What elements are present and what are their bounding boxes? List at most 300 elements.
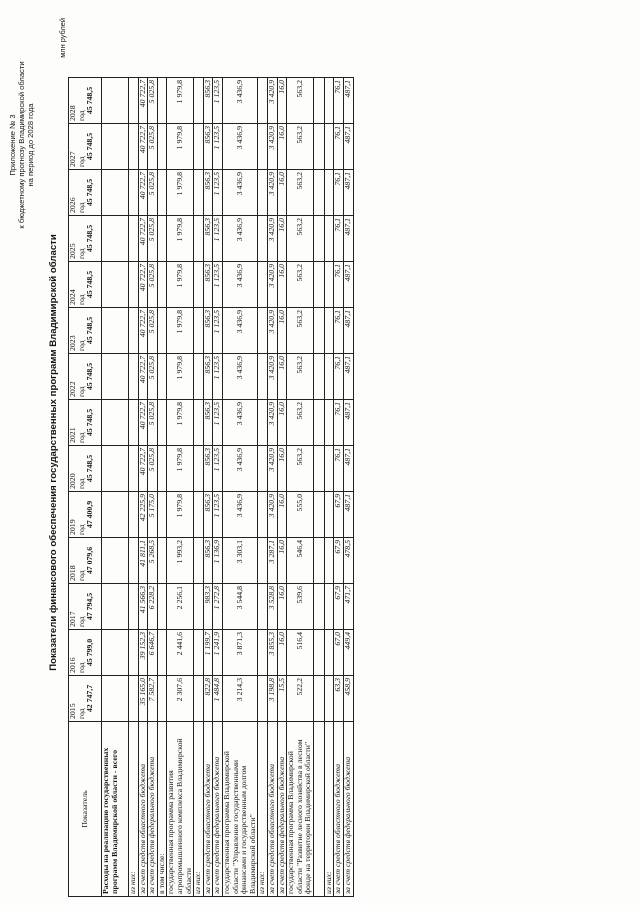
value-cell: 487,1 (344, 124, 354, 170)
value-cell: 40 722,7 (138, 124, 148, 170)
year-suffix: год (76, 248, 86, 259)
value-cell (102, 492, 129, 538)
table-row (287, 78, 314, 897)
value-cell: 5 025,8 (148, 124, 158, 170)
year-suffix: год (76, 708, 86, 719)
value-cell: 3 436,9 (222, 308, 257, 354)
year-total: 45 748,5 (85, 454, 95, 483)
value-cell: 856,3 (203, 400, 213, 446)
row-label: из них: (129, 722, 139, 897)
value-cell: 39 152,3 (138, 630, 148, 676)
value-cell (157, 584, 167, 630)
year-total: 47 400,9 (85, 500, 95, 529)
value-cell: 563,2 (287, 170, 314, 216)
value-cell: 67,0 (334, 630, 344, 676)
financing-table (68, 77, 354, 897)
value-cell: 563,2 (287, 78, 314, 124)
year-total: 45 748,5 (85, 132, 95, 161)
value-cell (258, 584, 268, 630)
year-header (69, 538, 102, 584)
value-cell (102, 124, 129, 170)
value-cell (102, 446, 129, 492)
value-cell: 40 722,7 (138, 400, 148, 446)
value-cell (157, 676, 167, 722)
value-cell (129, 446, 139, 492)
value-cell (258, 676, 268, 722)
value-cell (313, 538, 324, 584)
row-label: за счет средств областного бюджета (267, 722, 277, 897)
value-cell: 5 025,8 (148, 170, 158, 216)
value-cell: 1 136,9 (213, 538, 223, 584)
table-row (258, 78, 268, 897)
value-cell (129, 354, 139, 400)
table-row (148, 78, 158, 897)
value-cell: 1 979,8 (167, 308, 194, 354)
value-cell: 487,1 (344, 216, 354, 262)
year-suffix: год (76, 432, 86, 443)
value-cell (102, 354, 129, 400)
value-cell: 1 979,8 (167, 354, 194, 400)
value-cell (157, 538, 167, 584)
year-total: 47 794,5 (85, 592, 95, 621)
row-label: за счет средств федерального бюджета (148, 722, 158, 897)
value-cell (258, 262, 268, 308)
value-cell: 16,0 (277, 308, 287, 354)
document-title: Показатели финансового обеспечения государственных программ Владимирской области (48, 234, 59, 671)
year-label: 2015 (68, 703, 77, 719)
value-cell: 67,9 (334, 584, 344, 630)
value-cell: 856,3 (203, 354, 213, 400)
value-cell (129, 308, 139, 354)
value-cell: 3 420,9 (267, 262, 277, 308)
row-label: государственная программа Владимирской области "Развитие лесного хозяйства в лесном фонде на территории Владимирской области" (287, 722, 314, 897)
value-cell (129, 400, 139, 446)
value-cell (194, 492, 204, 538)
value-cell: 3 287,1 (267, 538, 277, 584)
value-cell (258, 124, 268, 170)
value-cell: 16,0 (277, 584, 287, 630)
table-body (102, 78, 354, 897)
value-cell: 76,1 (334, 262, 344, 308)
value-cell (102, 676, 129, 722)
year-total: 45 748,5 (85, 408, 95, 437)
value-cell: 3 436,9 (222, 216, 257, 262)
value-cell: 487,1 (344, 446, 354, 492)
year-header (69, 354, 102, 400)
year-header (69, 676, 102, 722)
value-cell: 40 722,7 (138, 446, 148, 492)
value-cell (194, 216, 204, 262)
value-cell: 2 307,6 (167, 676, 194, 722)
value-cell: 16,0 (277, 400, 287, 446)
value-cell (258, 538, 268, 584)
value-cell: 2 256,1 (167, 584, 194, 630)
value-cell: 40 722,7 (138, 354, 148, 400)
value-cell: 1 123,5 (213, 124, 223, 170)
value-cell: 76,1 (334, 170, 344, 216)
value-cell: 40 722,7 (138, 170, 148, 216)
value-cell (157, 492, 167, 538)
value-cell: 1 979,8 (167, 400, 194, 446)
value-cell: 3 436,9 (222, 400, 257, 446)
value-cell: 1 979,8 (167, 262, 194, 308)
value-cell: 3 420,9 (267, 124, 277, 170)
value-cell (194, 538, 204, 584)
value-cell: 76,1 (334, 216, 344, 262)
value-cell: 5 025,8 (148, 446, 158, 492)
value-cell: 67,9 (334, 492, 344, 538)
value-cell: 1 123,5 (213, 354, 223, 400)
value-cell: 5 025,8 (148, 262, 158, 308)
value-cell: 16,0 (277, 78, 287, 124)
value-cell: 563,2 (287, 308, 314, 354)
value-cell: 7 582,7 (148, 676, 158, 722)
value-cell: 487,1 (344, 170, 354, 216)
year-total: 45 748,5 (85, 178, 95, 207)
table-row (129, 78, 139, 897)
value-cell (157, 354, 167, 400)
value-cell: 1 993,2 (167, 538, 194, 584)
value-cell (194, 308, 204, 354)
value-cell: 3 436,9 (222, 446, 257, 492)
value-cell: 3 436,9 (222, 492, 257, 538)
value-cell: 3 303,1 (222, 538, 257, 584)
value-cell (313, 124, 324, 170)
value-cell: 6 228,2 (148, 584, 158, 630)
value-cell: 40 722,7 (138, 216, 148, 262)
year-label: 2019 (68, 519, 77, 535)
year-label: 2027 (68, 151, 77, 167)
value-cell (102, 538, 129, 584)
value-cell: 2 441,6 (167, 630, 194, 676)
value-cell: 16,0 (277, 630, 287, 676)
value-cell (157, 630, 167, 676)
value-cell (313, 216, 324, 262)
value-cell: 1 241,9 (213, 630, 223, 676)
row-label: за счет средств областного бюджета (203, 722, 213, 897)
value-cell (157, 446, 167, 492)
value-cell: 5 175,0 (148, 492, 158, 538)
row-label: за счет средств федерального бюджета (277, 722, 287, 897)
table-row (313, 78, 324, 897)
header-row (69, 78, 102, 897)
value-cell: 856,3 (203, 216, 213, 262)
year-suffix: год (76, 202, 86, 213)
value-cell (157, 124, 167, 170)
value-cell: 856,3 (203, 308, 213, 354)
value-cell: 522,2 (287, 676, 314, 722)
row-label: из них: (324, 722, 334, 897)
value-cell: 16,0 (277, 354, 287, 400)
value-cell (258, 400, 268, 446)
value-cell: 3 436,9 (222, 170, 257, 216)
value-cell (102, 400, 129, 446)
value-cell: 856,3 (203, 124, 213, 170)
row-label: Расходы на реализацию государственных программ Владимирской области - всего (102, 722, 129, 897)
year-header (69, 170, 102, 216)
value-cell: 1 123,5 (213, 216, 223, 262)
year-header (69, 492, 102, 538)
value-cell (258, 308, 268, 354)
year-suffix: год (76, 616, 86, 627)
year-suffix: год (76, 662, 86, 673)
value-cell: 76,1 (334, 78, 344, 124)
value-cell: 76,1 (334, 354, 344, 400)
year-header (69, 630, 102, 676)
value-cell: 76,1 (334, 400, 344, 446)
year-suffix: год (76, 478, 86, 489)
value-cell: 487,1 (344, 262, 354, 308)
value-cell: 42 225,9 (138, 492, 148, 538)
year-label: 2017 (68, 611, 77, 627)
value-cell: 3 420,9 (267, 492, 277, 538)
value-cell: 487,1 (344, 308, 354, 354)
table-row (213, 78, 223, 897)
value-cell: 1 979,8 (167, 170, 194, 216)
value-cell: 16,0 (277, 492, 287, 538)
value-cell: 1 484,8 (213, 676, 223, 722)
value-cell: 563,2 (287, 216, 314, 262)
value-cell: 555,0 (287, 492, 314, 538)
appendix-note (8, 25, 35, 265)
value-cell (194, 78, 204, 124)
row-label: в том числе: (157, 722, 167, 897)
value-cell (313, 630, 324, 676)
value-cell: 478,5 (344, 538, 354, 584)
value-cell: 1 123,5 (213, 262, 223, 308)
value-cell (258, 492, 268, 538)
year-suffix: год (76, 570, 86, 581)
year-header (69, 262, 102, 308)
value-cell: 3 420,9 (267, 170, 277, 216)
value-cell (102, 584, 129, 630)
value-cell (102, 216, 129, 262)
row-label: из них: (258, 722, 268, 897)
value-cell (102, 170, 129, 216)
value-cell (157, 308, 167, 354)
year-suffix: год (76, 156, 86, 167)
year-label: 2021 (68, 427, 77, 443)
value-cell (129, 584, 139, 630)
value-cell (102, 78, 129, 124)
table-row (344, 78, 354, 897)
value-cell: 16,0 (277, 170, 287, 216)
value-cell (313, 308, 324, 354)
value-cell (194, 262, 204, 308)
year-suffix: год (76, 524, 86, 535)
value-cell: 5 025,8 (148, 78, 158, 124)
value-cell: 6 646,7 (148, 630, 158, 676)
value-cell: 3 420,9 (267, 78, 277, 124)
value-cell: 563,2 (287, 124, 314, 170)
year-label: 2025 (68, 243, 77, 259)
value-cell: 471,7 (344, 584, 354, 630)
value-cell: 3 420,9 (267, 446, 277, 492)
value-cell (102, 262, 129, 308)
value-cell (194, 630, 204, 676)
row-label: государственная программа Владимирской области "Управление государственными финансами и государственным долгом Владимирской области" (222, 722, 257, 897)
year-total: 45 748,5 (85, 316, 95, 345)
value-cell: 516,4 (287, 630, 314, 676)
value-cell (157, 216, 167, 262)
value-cell: 856,3 (203, 492, 213, 538)
value-cell (157, 262, 167, 308)
value-cell: 35 165,0 (138, 676, 148, 722)
value-cell: 3 544,8 (222, 584, 257, 630)
value-cell: 16,0 (277, 538, 287, 584)
value-cell: 3 436,9 (222, 124, 257, 170)
row-label: за счет средств федерального бюджета (213, 722, 223, 897)
value-cell: 5 025,8 (148, 216, 158, 262)
year-total: 45 748,5 (85, 270, 95, 299)
value-cell: 856,3 (203, 262, 213, 308)
value-cell (313, 676, 324, 722)
year-label: 2028 (68, 105, 77, 121)
year-label: 2016 (68, 657, 77, 673)
year-label: 2024 (68, 289, 77, 305)
value-cell (313, 262, 324, 308)
value-cell: 563,2 (287, 400, 314, 446)
year-label: 2018 (68, 565, 77, 581)
value-cell: 40 722,7 (138, 308, 148, 354)
value-cell (313, 170, 324, 216)
value-cell (129, 78, 139, 124)
value-cell: 1 979,8 (167, 124, 194, 170)
value-cell (313, 78, 324, 124)
value-cell: 16,0 (277, 262, 287, 308)
value-cell (102, 308, 129, 354)
value-cell: 76,1 (334, 124, 344, 170)
unit-label: млн рублей (58, 18, 67, 58)
year-label: 2023 (68, 335, 77, 351)
value-cell (194, 124, 204, 170)
value-cell: 822,8 (203, 676, 213, 722)
value-cell: 1 123,5 (213, 492, 223, 538)
year-label: 2020 (68, 473, 77, 489)
indicator-header: Показатель (69, 722, 102, 897)
value-cell (194, 584, 204, 630)
value-cell: 3 198,8 (267, 676, 277, 722)
year-suffix: год (76, 386, 86, 397)
appendix-period: на период до 2028 года (26, 103, 35, 187)
value-cell: 3 214,3 (222, 676, 257, 722)
value-cell (129, 262, 139, 308)
value-cell: 563,2 (287, 262, 314, 308)
value-cell (194, 676, 204, 722)
value-cell (258, 354, 268, 400)
value-cell (194, 170, 204, 216)
value-cell (313, 492, 324, 538)
value-cell: 76,1 (334, 308, 344, 354)
value-cell: 5 268,5 (148, 538, 158, 584)
appendix-number: Приложение № 3 (8, 114, 17, 176)
value-cell: 5 025,8 (148, 308, 158, 354)
value-cell: 3 420,9 (267, 308, 277, 354)
value-cell: 856,3 (203, 170, 213, 216)
value-cell: 487,1 (344, 354, 354, 400)
value-cell: 5 025,8 (148, 354, 158, 400)
value-cell: 40 722,7 (138, 78, 148, 124)
table-row (222, 78, 257, 897)
value-cell: 3 436,9 (222, 262, 257, 308)
value-cell (157, 400, 167, 446)
year-total: 47 079,6 (85, 546, 95, 575)
value-cell: 1 979,8 (167, 492, 194, 538)
value-cell: 3 436,9 (222, 78, 257, 124)
value-cell (102, 630, 129, 676)
value-cell: 5 025,8 (148, 400, 158, 446)
year-total: 42 747,7 (85, 684, 95, 713)
year-total: 45 799,0 (85, 638, 95, 667)
value-cell: 487,1 (344, 400, 354, 446)
year-header (69, 78, 102, 124)
row-label: за счет средств областного бюджета (334, 722, 344, 897)
year-suffix: год (76, 294, 86, 305)
table-row (194, 78, 204, 897)
value-cell: 63,3 (334, 676, 344, 722)
value-cell: 1 979,8 (167, 216, 194, 262)
value-cell: 856,3 (203, 446, 213, 492)
value-cell: 563,2 (287, 446, 314, 492)
year-header (69, 584, 102, 630)
value-cell (129, 170, 139, 216)
value-cell (129, 630, 139, 676)
year-total: 45 748,5 (85, 224, 95, 253)
appendix-reference: к бюджетному прогнозу Владимирской области (17, 61, 26, 229)
value-cell (129, 538, 139, 584)
value-cell (129, 676, 139, 722)
year-header (69, 308, 102, 354)
table-row (267, 78, 277, 897)
value-cell: 856,3 (203, 78, 213, 124)
table-row (167, 78, 194, 897)
value-cell: 16,0 (277, 446, 287, 492)
year-label: 2026 (68, 197, 77, 213)
value-cell: 487,1 (344, 492, 354, 538)
year-total: 45 748,5 (85, 86, 95, 115)
value-cell (258, 630, 268, 676)
value-cell (194, 400, 204, 446)
value-cell: 3 855,3 (267, 630, 277, 676)
value-cell: 546,4 (287, 538, 314, 584)
row-label: государственная программа развития агропромышленного комплекса Владимирской области (167, 722, 194, 897)
row-label: из них: (194, 722, 204, 897)
value-cell (258, 446, 268, 492)
value-cell (194, 354, 204, 400)
year-header (69, 400, 102, 446)
value-cell (313, 446, 324, 492)
value-cell: 3 871,3 (222, 630, 257, 676)
value-cell: 3 528,8 (267, 584, 277, 630)
value-cell: 16,0 (277, 124, 287, 170)
value-cell: 1 123,5 (213, 170, 223, 216)
year-header (69, 216, 102, 262)
year-label: 2022 (68, 381, 77, 397)
value-cell: 67,9 (334, 538, 344, 584)
year-header (69, 124, 102, 170)
value-cell: 40 722,7 (138, 262, 148, 308)
year-suffix: год (76, 340, 86, 351)
value-cell: 487,1 (344, 78, 354, 124)
value-cell: 3 420,9 (267, 216, 277, 262)
value-cell (258, 216, 268, 262)
year-header (69, 446, 102, 492)
value-cell: 3 420,9 (267, 400, 277, 446)
value-cell (258, 78, 268, 124)
value-cell: 1 123,5 (213, 78, 223, 124)
value-cell: 41 811,1 (138, 538, 148, 584)
value-cell (313, 400, 324, 446)
